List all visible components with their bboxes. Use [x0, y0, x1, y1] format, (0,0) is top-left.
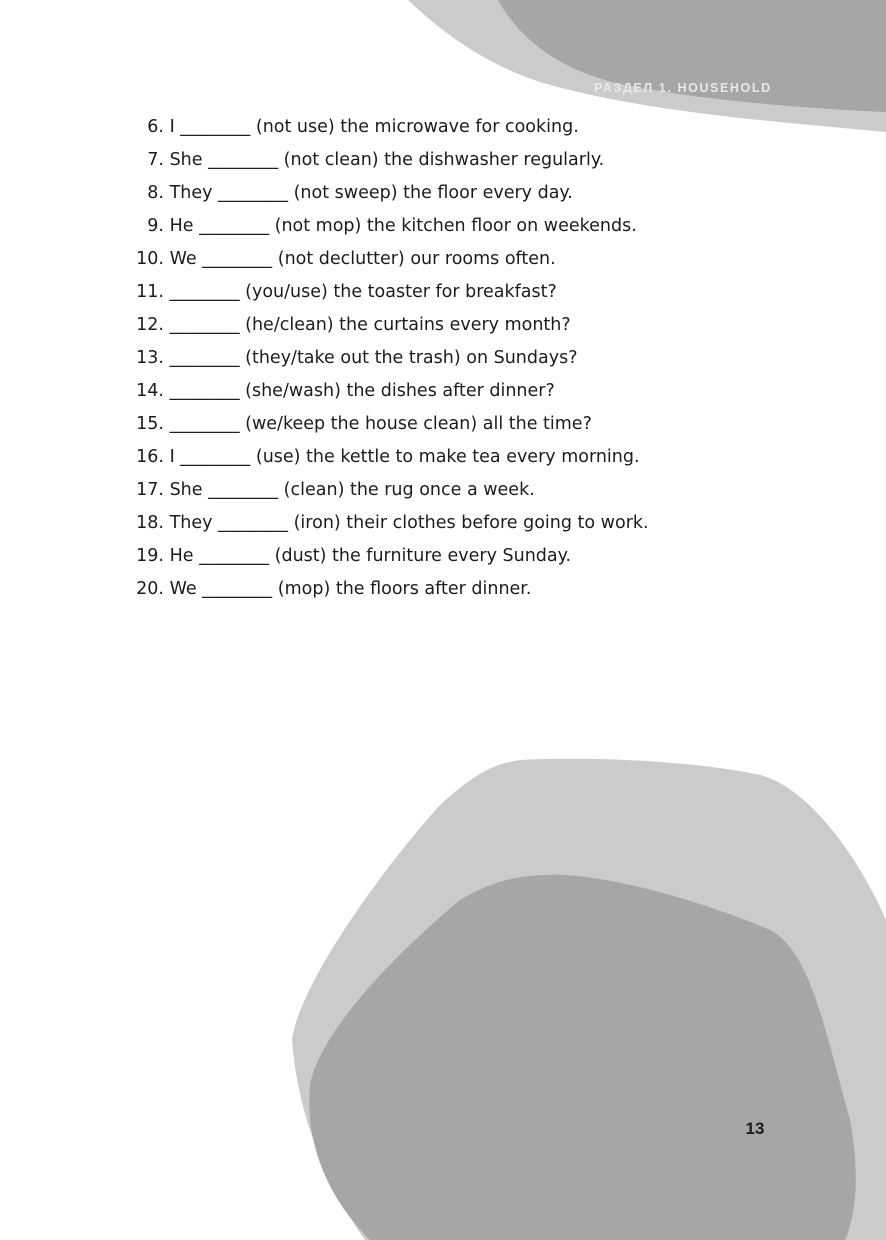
section-label: РАЗДЕЛ 1. HOUSEHOLD [594, 81, 772, 95]
item-number: 7. [147, 150, 164, 170]
exercise-item [120, 212, 649, 245]
item-number: 16. [136, 447, 164, 467]
item-text: ________ (we/keep the house clean) all the time? [169, 414, 592, 434]
item-text: ________ (she/wash) the dishes after dinner? [169, 381, 555, 401]
item-text: He ________ (dust) the furniture every Sunday. [169, 546, 572, 566]
item-text: ________ (they/take out the trash) on Sundays? [169, 348, 578, 368]
exercise-item [120, 542, 649, 575]
item-text: They ________ (not sweep) the floor every day. [169, 183, 573, 203]
exercise-item [120, 146, 649, 179]
item-number: 19. [136, 546, 164, 566]
item-number: 10. [136, 249, 164, 269]
item-number: 17. [136, 480, 164, 500]
item-number: 13. [136, 348, 164, 368]
item-text: ________ (he/clean) the curtains every month? [169, 315, 571, 335]
item-text: She ________ (clean) the rug once a week. [169, 480, 535, 500]
exercise-item [120, 509, 649, 542]
page-number: 13 [745, 1119, 765, 1138]
item-text: I ________ (not use) the microwave for cooking. [169, 117, 579, 137]
item-number: 9. [147, 216, 164, 236]
item-number: 11. [136, 282, 164, 302]
item-number: 15. [136, 414, 164, 434]
item-number: 6. [147, 117, 164, 137]
exercise-list [120, 113, 649, 608]
exercise-item [120, 113, 649, 146]
item-text: I ________ (use) the kettle to make tea every morning. [169, 447, 640, 467]
item-text: We ________ (not declutter) our rooms often. [169, 249, 556, 269]
exercise-item [120, 443, 649, 476]
exercise-item [120, 377, 649, 410]
item-number: 12. [136, 315, 164, 335]
item-number: 14. [136, 381, 164, 401]
top-dark-shape [498, 0, 886, 112]
exercise-item [120, 278, 649, 311]
exercise-item [120, 476, 649, 509]
exercise-item [120, 245, 649, 278]
exercise-item [120, 179, 649, 212]
exercise-item [120, 311, 649, 344]
item-text: We ________ (mop) the floors after dinner. [169, 579, 532, 599]
item-number: 18. [136, 513, 164, 533]
exercise-item [120, 344, 649, 377]
exercise-item [120, 410, 649, 443]
item-number: 8. [147, 183, 164, 203]
item-text: They ________ (iron) their clothes before going to work. [169, 513, 649, 533]
exercise-item [120, 575, 649, 608]
item-text: She ________ (not clean) the dishwasher regularly. [169, 150, 605, 170]
item-number: 20. [136, 579, 164, 599]
item-text: ________ (you/use) the toaster for breakfast? [169, 282, 557, 302]
item-text: He ________ (not mop) the kitchen floor on weekends. [169, 216, 637, 236]
